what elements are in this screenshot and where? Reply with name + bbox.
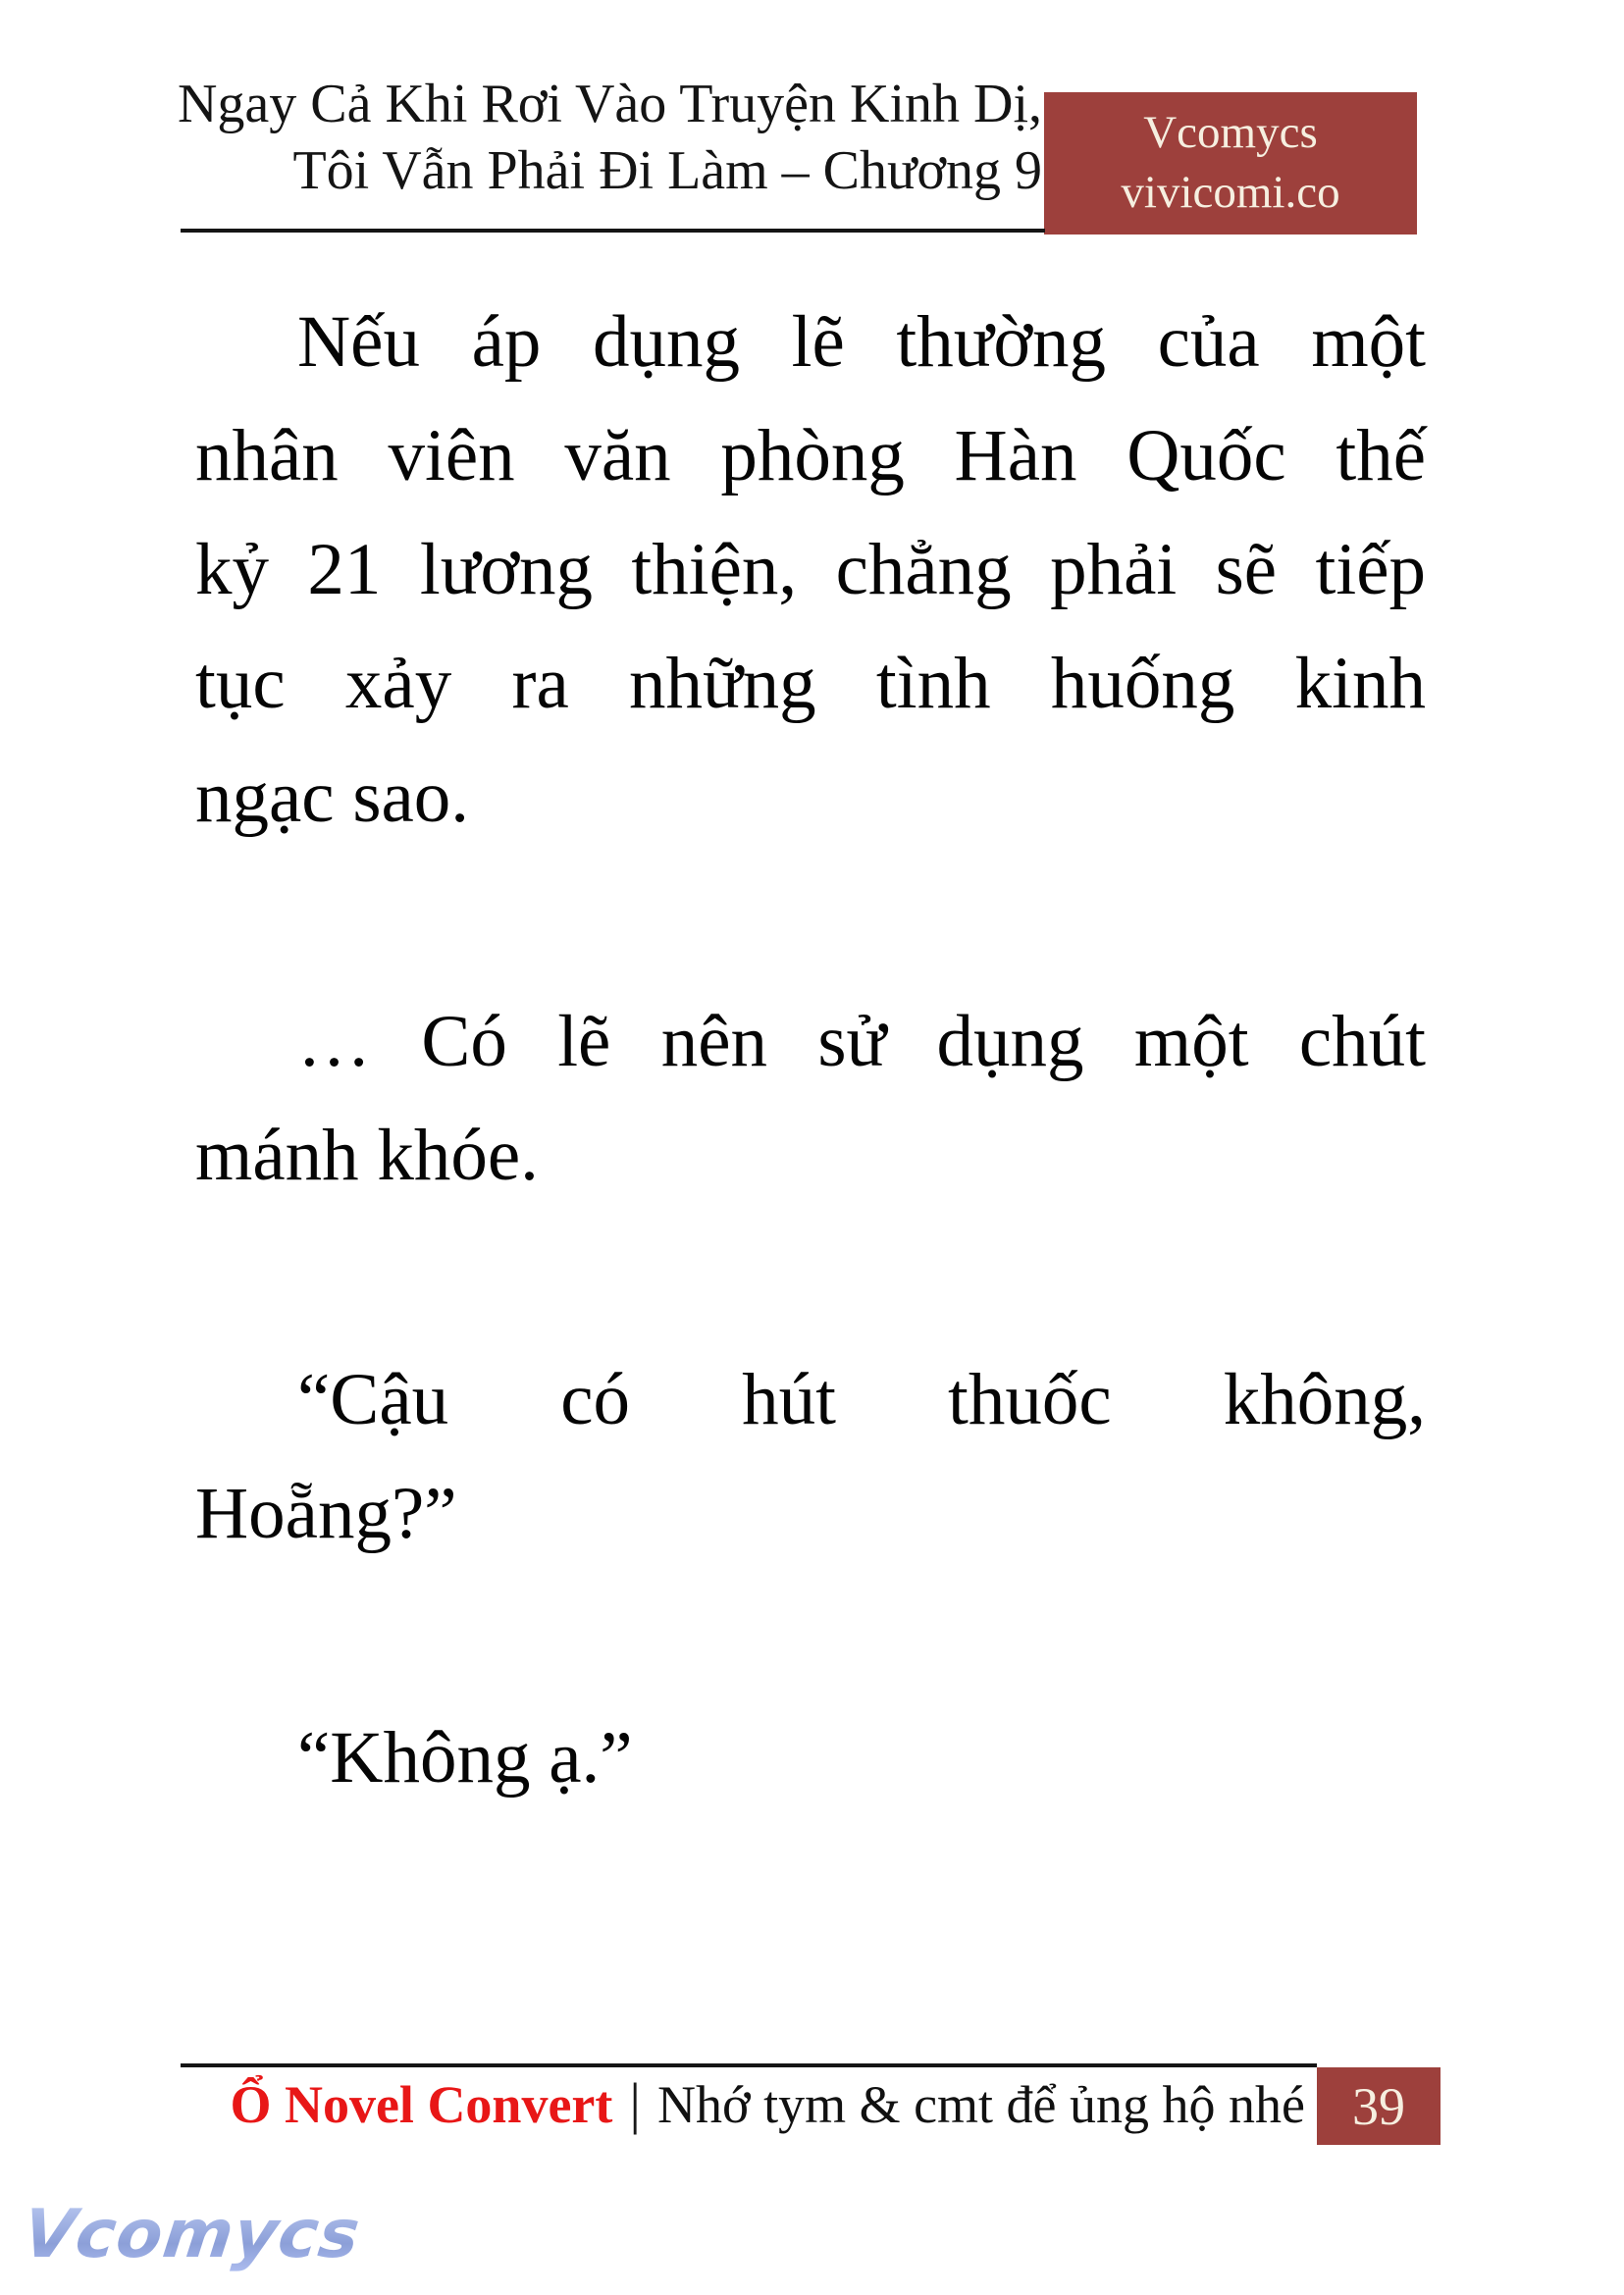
chapter-title-line2: Tôi Vẫn Phải Đi Làm – Chương 9 [292, 140, 1042, 201]
site-badge-url: vivicomi.co [1121, 167, 1340, 218]
text-line: ngạc sao. [195, 756, 470, 838]
text-line: “Không ạ.” [297, 1717, 633, 1799]
text-line: nhân viên văn phòng Hàn Quốc thế [195, 415, 1426, 496]
text-line: Nếu áp dụng lẽ thường của một [297, 301, 1426, 383]
header-divider [181, 229, 1045, 233]
paragraph [195, 985, 1426, 1213]
text-line: Hoẵng?” [195, 1473, 457, 1554]
page-number: 39 [1352, 2076, 1405, 2136]
footer-brand: Ổ Novel Convert [230, 2075, 613, 2134]
paragraph [195, 1343, 1426, 1571]
body-text [195, 286, 1426, 1815]
footer-note: Nhớ tym & cmt để ủng hộ nhé [657, 2075, 1305, 2134]
page-number-badge [1317, 2067, 1441, 2145]
text-line: … Có lẽ nên sử dụng một chút [297, 1001, 1426, 1082]
text-line: kỷ 21 lương thiện, chẳng phải sẽ tiếp [195, 529, 1426, 610]
paragraph [195, 1701, 1426, 1815]
footer-divider [181, 2063, 1317, 2067]
paragraph [195, 286, 1426, 855]
footer-credit [181, 2068, 1305, 2140]
chapter-title [118, 71, 1042, 204]
site-badge-name: Vcomycs [1143, 107, 1318, 158]
vcomycs-logo: Vcomycs [19, 2196, 365, 2273]
site-badge [1044, 92, 1417, 235]
chapter-title-line1: Ngay Cả Khi Rơi Vào Truyện Kinh Dị, [177, 74, 1042, 134]
text-line: mánh khóe. [195, 1115, 539, 1196]
text-line: tục xảy ra những tình huống kinh [195, 643, 1426, 724]
footer-separator: | [629, 2071, 642, 2135]
text-line: “Cậu có hút thuốc không, [297, 1359, 1426, 1440]
